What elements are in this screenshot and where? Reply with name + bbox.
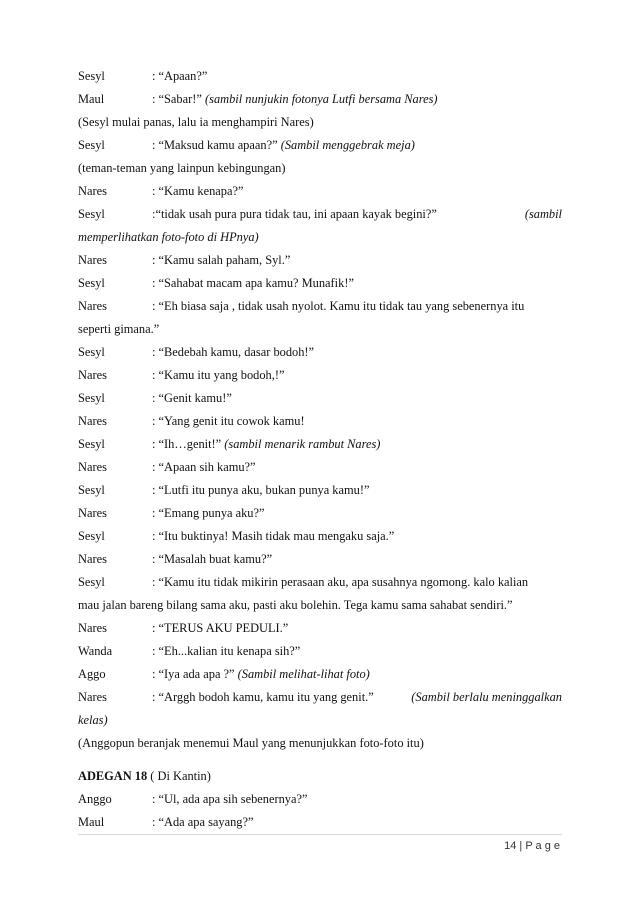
scene-heading: ADEGAN 18: [78, 769, 148, 783]
speaker-name: Nares: [78, 414, 107, 428]
speaker-name: Nares: [78, 506, 107, 520]
dialogue-text: : “Eh biasa saja , tidak usah nyolot. Kamu itu tidak tau yang sebenernya itu: [152, 299, 525, 313]
dialogue-line: [78, 791, 562, 807]
speaker-name: Maul: [78, 815, 105, 829]
stage-direction: (Sambil berlalu meninggalkan: [411, 690, 562, 704]
dialogue-line: [78, 689, 562, 705]
speaker-name: Sesyl: [78, 483, 105, 497]
dialogue-text: : “Bedebah kamu, dasar bodoh!”: [152, 345, 315, 359]
dialogue-line: [78, 643, 562, 659]
stage-direction: (sambil nunjukin fotonya Lutfi bersama Nares): [205, 92, 438, 106]
dialogue-text: : “Maksud kamu apaan?”: [152, 138, 278, 152]
stage-direction-line: (Sesyl mulai panas, lalu ia menghampiri Nares): [78, 115, 314, 129]
speaker-name: Nares: [78, 299, 107, 313]
speaker-name: Maul: [78, 92, 105, 106]
speaker-name: Sesyl: [78, 345, 105, 359]
speaker-name: Sesyl: [78, 207, 105, 221]
dialogue-text: : “Emang punya aku?”: [152, 506, 265, 520]
stage-direction: (sambil: [524, 207, 562, 221]
dialogue-text: : “Arggh bodoh kamu, kamu itu yang genit.”: [152, 690, 374, 704]
speaker-name: Nares: [78, 253, 107, 267]
stage-direction-line: kelas): [78, 713, 108, 727]
dialogue-text: : “Ul, ada apa sih sebenernya?”: [152, 792, 308, 806]
scene-heading-line: [78, 768, 562, 784]
speaker-name: Aggo: [78, 667, 106, 681]
dialogue-text: : “Lutfi itu punya aku, bukan punya kamu!”: [152, 483, 370, 497]
dialogue-text: : “Apaan?”: [152, 69, 208, 83]
speaker-name: Sesyl: [78, 138, 105, 152]
speaker-name: Nares: [78, 690, 107, 704]
speaker-name: Sesyl: [78, 529, 105, 543]
speaker-name: Wanda: [78, 644, 113, 658]
speaker-name: Nares: [78, 552, 107, 566]
stage-direction: (Sambil menggebrak meja): [280, 138, 415, 152]
stage-direction-line: (teman-teman yang lainpun kebingungan): [78, 161, 286, 175]
speaker-name: Sesyl: [78, 69, 105, 83]
speaker-name: Sesyl: [78, 276, 105, 290]
speaker-name: Sesyl: [78, 437, 105, 451]
dialogue-line: [78, 620, 562, 636]
stage-direction-line: (Anggopun beranjak menemui Maul yang menunjukkan foto-foto itu): [78, 736, 424, 750]
dialogue-text: : “Sahabat macam apa kamu? Munafik!”: [152, 276, 354, 290]
dialogue-text: : “Iya ada apa ?”: [152, 667, 235, 681]
speaker-name: Sesyl: [78, 391, 105, 405]
dialogue-text: : “Kamu kenapa?”: [152, 184, 244, 198]
speaker-name: Nares: [78, 368, 107, 382]
scene-location: ( Di Kantin): [147, 769, 211, 783]
dialogue-text: : “Yang genit itu cowok kamu!: [152, 414, 305, 428]
dialogue-text: : “Kamu itu tidak mikirin perasaan aku, apa susahnya ngomong. kalo kalian: [152, 575, 529, 589]
stage-direction: (sambil menarik rambut Nares): [224, 437, 381, 451]
dialogue-text: : “Masalah buat kamu?”: [152, 552, 273, 566]
dialogue-continuation: seperti gimana.”: [78, 322, 160, 336]
speaker-name: Nares: [78, 184, 107, 198]
dialogue-text: : “Kamu itu yang bodoh,!”: [152, 368, 285, 382]
dialogue-text: : “Eh...kalian itu kenapa sih?”: [152, 644, 301, 658]
dialogue-text: : “Genit kamu!”: [152, 391, 232, 405]
dialogue-text: : “Ih…genit!”: [152, 437, 222, 451]
dialogue-text: :“tidak usah pura pura tidak tau, ini apaan kayak begini?”: [152, 207, 437, 221]
speaker-name: Anggo: [78, 792, 112, 806]
speaker-name: Nares: [78, 460, 107, 474]
dialogue-text: : “TERUS AKU PEDULI.”: [152, 621, 289, 635]
page-number: 14: [504, 840, 517, 852]
dialogue-text: : “Sabar!”: [152, 92, 202, 106]
page-label: P a g e: [525, 840, 560, 852]
footer-divider: [78, 834, 562, 835]
dialogue-line: [78, 814, 562, 830]
speaker-name: Nares: [78, 621, 107, 635]
dialogue-line: [78, 666, 562, 682]
dialogue-text: : “Itu buktinya! Masih tidak mau mengaku saja.”: [152, 529, 395, 543]
page-footer: [504, 840, 560, 852]
footer-separator: |: [516, 840, 526, 852]
dialogue-continuation: mau jalan bareng bilang sama aku, pasti aku bolehin. Tega kamu sama sahabat sendiri.”: [78, 598, 513, 612]
stage-direction: (Sambil melihat-lihat foto): [234, 667, 370, 681]
dialogue-text: : “Ada apa sayang?”: [152, 815, 254, 829]
dialogue-text: : “Apaan sih kamu?”: [152, 460, 256, 474]
stage-direction-line: memperlihatkan foto-foto di HPnya): [78, 230, 259, 244]
speaker-name: Sesyl: [78, 575, 105, 589]
dialogue-text: : “Kamu salah paham, Syl.”: [152, 253, 291, 267]
